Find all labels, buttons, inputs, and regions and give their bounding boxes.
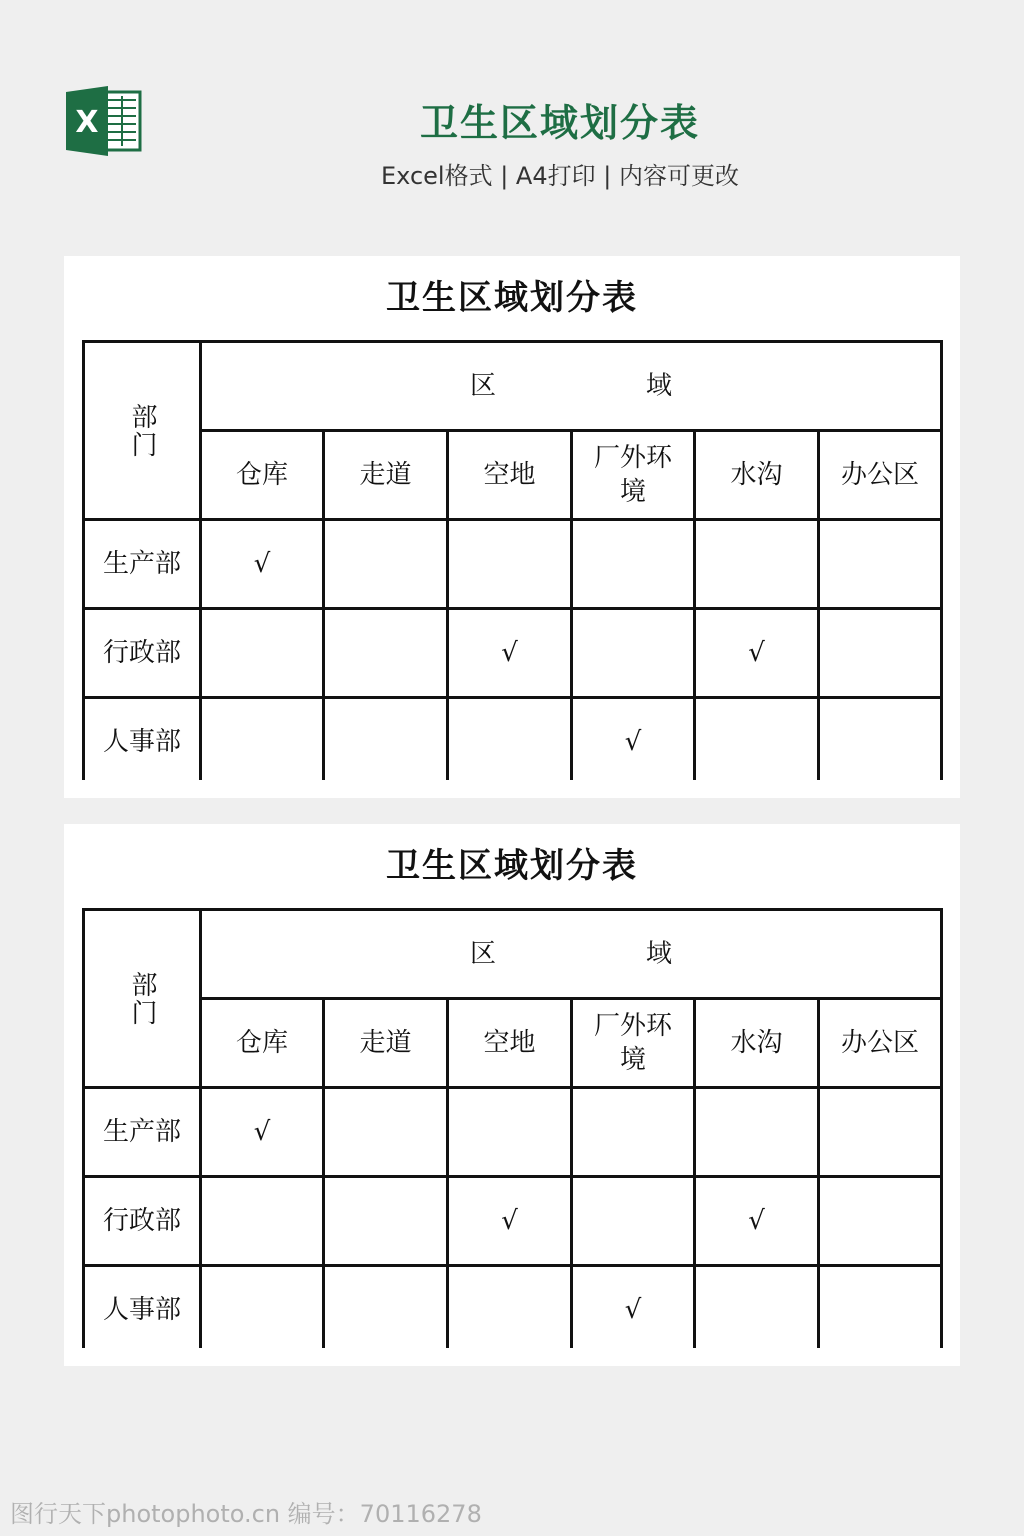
table-cell bbox=[325, 1178, 446, 1264]
column-header: 空地 bbox=[483, 1028, 536, 1058]
dept-header: 部门 bbox=[127, 970, 157, 1027]
table-cell bbox=[820, 1178, 940, 1264]
hygiene-table bbox=[82, 340, 942, 798]
table-cell bbox=[696, 1089, 817, 1175]
table-cell bbox=[820, 1267, 940, 1353]
sheet-preview-1 bbox=[64, 256, 960, 798]
excel-icon bbox=[66, 86, 144, 156]
table-cell bbox=[449, 1267, 570, 1353]
column-header: 走道 bbox=[359, 460, 412, 490]
page-title: 卫生区域划分表 bbox=[419, 101, 700, 145]
table-cell bbox=[696, 699, 817, 785]
table-cell bbox=[325, 610, 446, 696]
column-header: 水沟 bbox=[730, 460, 783, 490]
sheet-title: 卫生区域划分表 bbox=[386, 846, 638, 886]
table-cell bbox=[449, 699, 570, 785]
column-header: 厂外环境 bbox=[593, 443, 672, 507]
table-cell: √ bbox=[624, 727, 642, 757]
row-label: 人事部 bbox=[102, 1295, 181, 1325]
table-cell bbox=[202, 1178, 322, 1264]
table-cell bbox=[820, 521, 940, 607]
column-header: 走道 bbox=[359, 1028, 412, 1058]
svg-text:X: X bbox=[75, 105, 99, 140]
table-cell: √ bbox=[253, 549, 271, 579]
table-cell bbox=[820, 1089, 940, 1175]
dept-header: 部门 bbox=[127, 402, 157, 459]
table-cell: √ bbox=[748, 638, 765, 668]
table-cell bbox=[202, 610, 322, 696]
row-label: 生产部 bbox=[102, 1117, 181, 1147]
table-cell bbox=[573, 1178, 693, 1264]
table-cell bbox=[202, 699, 322, 785]
column-header: 办公区 bbox=[840, 1028, 919, 1058]
row-label: 生产部 bbox=[102, 549, 181, 579]
sheet-title: 卫生区域划分表 bbox=[386, 278, 638, 318]
page-subtitle: Excel格式 | A4打印 | 内容可更改 bbox=[381, 162, 739, 190]
column-header: 仓库 bbox=[235, 460, 288, 490]
watermark: 图行天下photophoto.cn 编号：70116278 bbox=[10, 1500, 482, 1528]
table-cell bbox=[696, 1267, 817, 1353]
column-header: 厂外环境 bbox=[593, 1011, 672, 1075]
column-header: 空地 bbox=[483, 460, 536, 490]
table-cell bbox=[325, 1089, 446, 1175]
area-header: 区域 bbox=[469, 371, 822, 401]
table-cell bbox=[449, 521, 570, 607]
column-header: 办公区 bbox=[840, 460, 919, 490]
column-header: 仓库 bbox=[235, 1028, 288, 1058]
table-cell bbox=[325, 521, 446, 607]
table-cell bbox=[573, 1089, 693, 1175]
row-label: 行政部 bbox=[102, 1206, 181, 1236]
table-cell: √ bbox=[748, 1206, 765, 1236]
table-cell bbox=[325, 1267, 446, 1353]
area-header: 区域 bbox=[469, 939, 822, 969]
table-cell bbox=[449, 1089, 570, 1175]
table-cell bbox=[820, 699, 940, 785]
table-cell: √ bbox=[501, 638, 518, 668]
sheet-preview-2 bbox=[64, 824, 960, 1366]
table-cell bbox=[573, 610, 693, 696]
table-cell: √ bbox=[501, 1206, 518, 1236]
table-cell: √ bbox=[624, 1295, 642, 1325]
table-cell bbox=[325, 699, 446, 785]
row-label: 行政部 bbox=[102, 638, 181, 668]
hygiene-table bbox=[82, 908, 942, 1366]
row-label: 人事部 bbox=[102, 727, 181, 757]
table-cell bbox=[820, 610, 940, 696]
table-cell: √ bbox=[253, 1117, 271, 1147]
table-cell bbox=[573, 521, 693, 607]
column-header: 水沟 bbox=[730, 1028, 783, 1058]
table-border bbox=[940, 340, 943, 780]
table-border bbox=[940, 908, 943, 1348]
table-cell bbox=[202, 1267, 322, 1353]
table-cell bbox=[696, 521, 817, 607]
